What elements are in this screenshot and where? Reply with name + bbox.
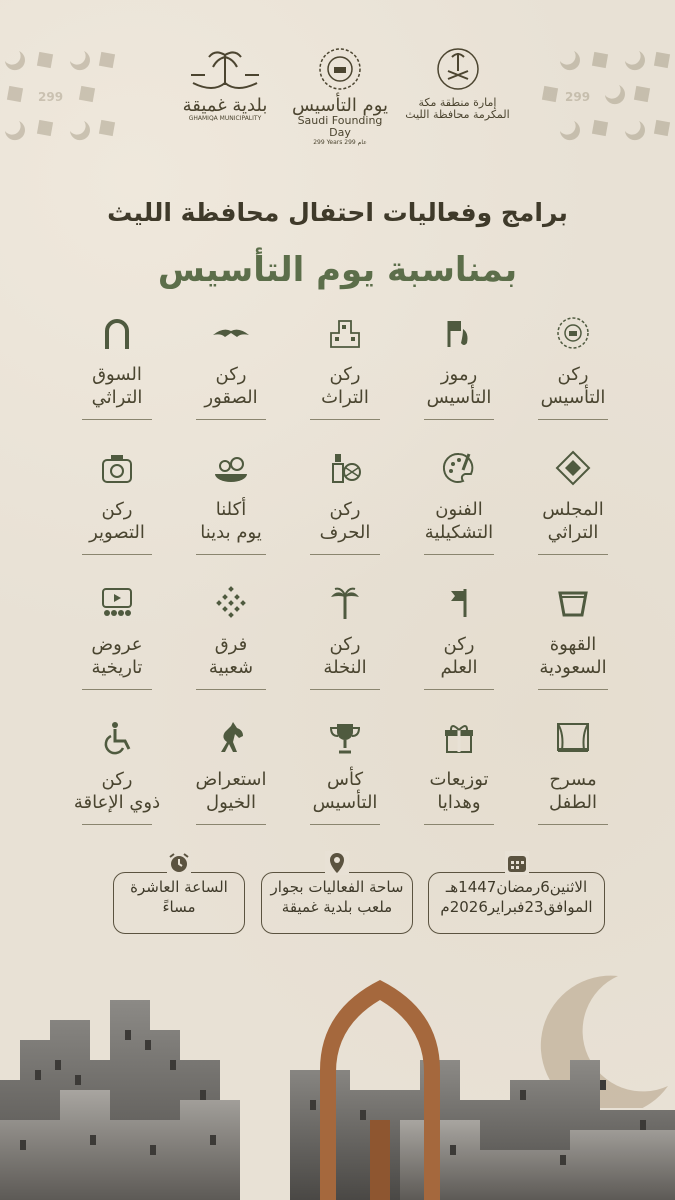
flag-icon <box>441 585 477 621</box>
activity-item <box>290 720 400 840</box>
page-title: برامج وفعاليات احتفال محافظة الليث <box>107 198 568 227</box>
pattern-number-left: 299 <box>38 90 64 104</box>
municipality-name-ar: بلدية غميقة <box>182 95 268 116</box>
alarm-clock-icon <box>167 851 191 875</box>
activity-label: ركن ذوي الإعاقة <box>73 769 161 813</box>
activity-label: كأس التأسيس <box>312 769 378 813</box>
municipality-name-en: GHAMIQA MUNICIPALITY <box>188 115 262 122</box>
historic-diriyah-skyline <box>0 970 675 1200</box>
time-text: الساعة العاشرة مساءً <box>130 878 228 916</box>
palm-tree-icon <box>327 585 363 621</box>
stage-curtains-icon <box>555 720 591 756</box>
activity-item <box>518 450 628 570</box>
arch-market-icon <box>99 315 135 351</box>
horse-icon <box>213 720 249 756</box>
activity-label: القهوة السعودية <box>539 634 607 678</box>
location-info-box <box>261 872 413 934</box>
activity-item <box>404 585 514 705</box>
activity-item <box>518 315 628 435</box>
activity-label: مسرح الطفل <box>549 769 597 813</box>
activity-label: أكلنا يوم بدينا <box>200 499 262 543</box>
header-logos <box>180 45 510 150</box>
page-subtitle: بمناسبة يوم التأسيس <box>157 250 518 290</box>
date-info-box <box>428 872 605 934</box>
founding-day-emblem-icon <box>316 45 364 93</box>
activity-item <box>62 315 172 435</box>
activity-item <box>290 315 400 435</box>
activity-label: الفنون التشكيلية <box>424 499 494 543</box>
activity-label: ركن العلم <box>440 634 478 678</box>
activity-item <box>404 450 514 570</box>
coffee-cup-icon <box>555 585 591 621</box>
location-text: ساحة الفعاليات بجوار ملعب بلدية غميقة <box>270 878 404 916</box>
activity-item <box>404 315 514 435</box>
activity-label: المجلس التراثي <box>542 499 604 543</box>
activity-label: ركن الحرف <box>319 499 371 543</box>
founding-day-en: Saudi Founding Day <box>297 114 383 139</box>
saudi-emblem-icon <box>434 45 482 93</box>
activity-item <box>176 315 286 435</box>
activity-label: ركن الصقور <box>204 364 258 408</box>
founding-day-ar: يوم التأسيس <box>291 95 389 116</box>
founding-symbols-icon <box>441 315 477 351</box>
folk-dots-icon <box>213 585 249 621</box>
activity-item <box>62 585 172 705</box>
gift-box-icon <box>441 720 477 756</box>
camera-icon <box>99 450 135 486</box>
founding-years: 299 Years 299 عام <box>313 139 367 146</box>
trophy-icon <box>327 720 363 756</box>
date-text: الاثنين6رمضان1447هـ الموافق23فبراير2026م <box>440 878 593 916</box>
activity-item <box>290 585 400 705</box>
decorative-pattern-left <box>0 45 140 145</box>
activity-item <box>62 450 172 570</box>
activity-label: رموز التأسيس <box>426 364 492 408</box>
activity-item <box>62 720 172 840</box>
palette-icon <box>441 450 477 486</box>
activity-item <box>404 720 514 840</box>
time-info-box <box>113 872 245 934</box>
falcon-wings-icon <box>211 315 251 351</box>
crafts-pottery-icon <box>327 450 363 486</box>
location-pin-icon <box>325 851 349 875</box>
activity-label: ركن التراث <box>321 364 369 408</box>
activity-label: توزيعات وهدايا <box>429 769 489 813</box>
founding-emblem-icon <box>555 315 591 351</box>
activity-item <box>176 720 286 840</box>
activity-item <box>176 585 286 705</box>
heritage-building-icon <box>327 315 363 351</box>
activity-label: عروض تاريخية <box>91 634 143 678</box>
traditional-food-icon <box>211 450 251 486</box>
activity-item <box>290 450 400 570</box>
governorate-name: إمارة منطقة مكة المكرمة محافظة الليث <box>405 96 510 121</box>
activity-label: ركن التصوير <box>89 499 145 543</box>
palm-swords-logo-icon <box>185 45 265 93</box>
calendar-icon <box>505 851 529 875</box>
governorate-logo <box>405 45 510 121</box>
municipality-logo <box>180 45 270 122</box>
activity-label: السوق التراثي <box>91 364 143 408</box>
activity-item <box>518 585 628 705</box>
activity-label: ركن التأسيس <box>540 364 606 408</box>
wheelchair-icon <box>99 720 135 756</box>
activity-label: ركن النخلة <box>323 634 367 678</box>
decorative-pattern-right <box>535 45 675 145</box>
activities-grid <box>62 315 628 835</box>
sadu-pattern-icon <box>555 450 591 486</box>
activity-label: استعراض الخيول <box>195 769 267 813</box>
founding-day-logo <box>290 45 390 146</box>
activity-item <box>518 720 628 840</box>
pattern-number-right: 299 <box>565 90 591 104</box>
activity-item <box>176 450 286 570</box>
theater-screen-icon <box>99 585 135 621</box>
activity-label: فرق شعبية <box>208 634 254 678</box>
